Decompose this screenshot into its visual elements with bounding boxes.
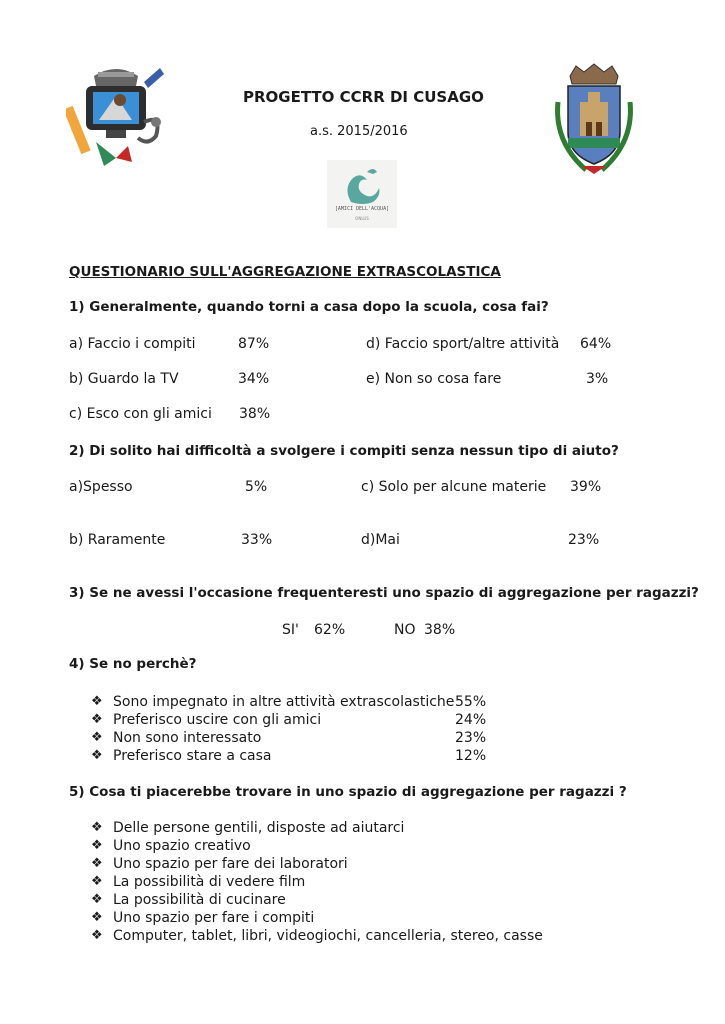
list-item xyxy=(91,855,543,873)
q1-option-e-label: e) Non so cosa fare xyxy=(366,371,502,387)
list-item xyxy=(91,729,487,747)
q1-option-a-pct: 87% xyxy=(238,336,270,352)
q4-item-label: Preferisco stare a casa xyxy=(113,748,272,764)
q4-item-label: Preferisco uscire con gli amici xyxy=(113,712,322,728)
bullet-icon: ❖ xyxy=(91,730,103,745)
question-3: 3) Se ne avessi l'occasione frequenteresti uno spazio di aggregazione per ragazzi? xyxy=(69,585,699,601)
school-logo-left xyxy=(66,62,166,172)
q5-list xyxy=(91,819,543,945)
q3-yes-pct: 62% xyxy=(314,622,346,638)
list-item xyxy=(91,693,487,711)
q1-option-a-label: a) Faccio i compiti xyxy=(69,336,196,352)
q4-item-pct: 24% xyxy=(455,712,487,728)
bullet-icon: ❖ xyxy=(91,874,103,889)
q4-item-label: Sono impegnato in altre attività extrascolastiche xyxy=(113,694,455,710)
q4-list xyxy=(91,693,487,765)
list-item xyxy=(91,837,543,855)
q1-option-b-pct: 34% xyxy=(238,371,270,387)
q4-item-pct: 23% xyxy=(455,730,487,746)
question-4: 4) Se no perchè? xyxy=(69,656,197,672)
q1-option-d-label: d) Faccio sport/altre attività xyxy=(366,336,560,352)
q2-option-a-label: a)Spesso xyxy=(69,479,133,495)
q5-item-label: Computer, tablet, libri, videogiochi, cancelleria, stereo, casse xyxy=(113,928,543,944)
bullet-icon: ❖ xyxy=(91,928,103,943)
q5-item-label: Uno spazio per fare dei laboratori xyxy=(113,856,348,872)
list-item xyxy=(91,873,543,891)
list-item xyxy=(91,711,487,729)
q1-option-d-pct: 64% xyxy=(580,336,612,352)
q3-yes-label: SI' xyxy=(282,622,299,638)
section-title: QUESTIONARIO SULL'AGGREGAZIONE EXTRASCOLASTICA xyxy=(69,264,501,280)
q5-item-label: Delle persone gentili, disposte ad aiutarci xyxy=(113,820,405,836)
bullet-icon: ❖ xyxy=(91,820,103,835)
question-2: 2) Di solito hai difficoltà a svolgere i compiti senza nessun tipo di aiuto? xyxy=(69,443,619,459)
bullet-icon: ❖ xyxy=(91,748,103,763)
list-item xyxy=(91,927,543,945)
q5-item-label: La possibilità di cucinare xyxy=(113,892,286,908)
bullet-icon: ❖ xyxy=(91,694,103,709)
q1-option-e-pct: 3% xyxy=(586,371,609,387)
wave-logo-icon xyxy=(327,162,397,206)
q2-option-c-label: c) Solo per alcune materie xyxy=(361,479,547,495)
bullet-icon: ❖ xyxy=(91,892,103,907)
q2-option-b-label: b) Raramente xyxy=(69,532,166,548)
q1-option-c-label: c) Esco con gli amici xyxy=(69,406,212,422)
q5-item-label: Uno spazio creativo xyxy=(113,838,251,854)
document-title: PROGETTO CCRR DI CUSAGO xyxy=(243,88,484,106)
q2-option-a-pct: 5% xyxy=(245,479,268,495)
bullet-icon: ❖ xyxy=(91,712,103,727)
list-item xyxy=(91,747,487,765)
q4-item-label: Non sono interessato xyxy=(113,730,262,746)
q4-item-pct: 12% xyxy=(455,748,487,764)
bullet-icon: ❖ xyxy=(91,910,103,925)
list-item xyxy=(91,819,543,837)
q1-option-b-label: b) Guardo la TV xyxy=(69,371,179,387)
school-year: a.s. 2015/2016 xyxy=(310,124,408,139)
list-item xyxy=(91,909,543,927)
q1-option-c-pct: 38% xyxy=(239,406,271,422)
question-5: 5) Cosa ti piacerebbe trovare in uno spazio di aggregazione per ragazzi ? xyxy=(69,784,627,800)
q2-option-d-pct: 23% xyxy=(568,532,600,548)
center-logo xyxy=(327,160,397,228)
bullet-icon: ❖ xyxy=(91,838,103,853)
q2-option-c-pct: 39% xyxy=(570,479,602,495)
q3-no-label: NO xyxy=(394,622,416,638)
q2-option-b-pct: 33% xyxy=(241,532,273,548)
question-1: 1) Generalmente, quando torni a casa dopo la scuola, cosa fai? xyxy=(69,299,549,315)
center-logo-text: [AMICI DELL'ACQUA] xyxy=(334,206,390,212)
q2-option-d-label: d)Mai xyxy=(361,532,400,548)
q5-item-label: Uno spazio per fare i compiti xyxy=(113,910,315,926)
list-item xyxy=(91,891,543,909)
municipal-crest-right xyxy=(552,62,636,178)
q3-no-pct: 38% xyxy=(424,622,456,638)
bullet-icon: ❖ xyxy=(91,856,103,871)
center-logo-sub: ONLUS xyxy=(355,216,369,221)
q4-item-pct: 55% xyxy=(455,694,487,710)
q5-item-label: La possibilità di vedere film xyxy=(113,874,306,890)
